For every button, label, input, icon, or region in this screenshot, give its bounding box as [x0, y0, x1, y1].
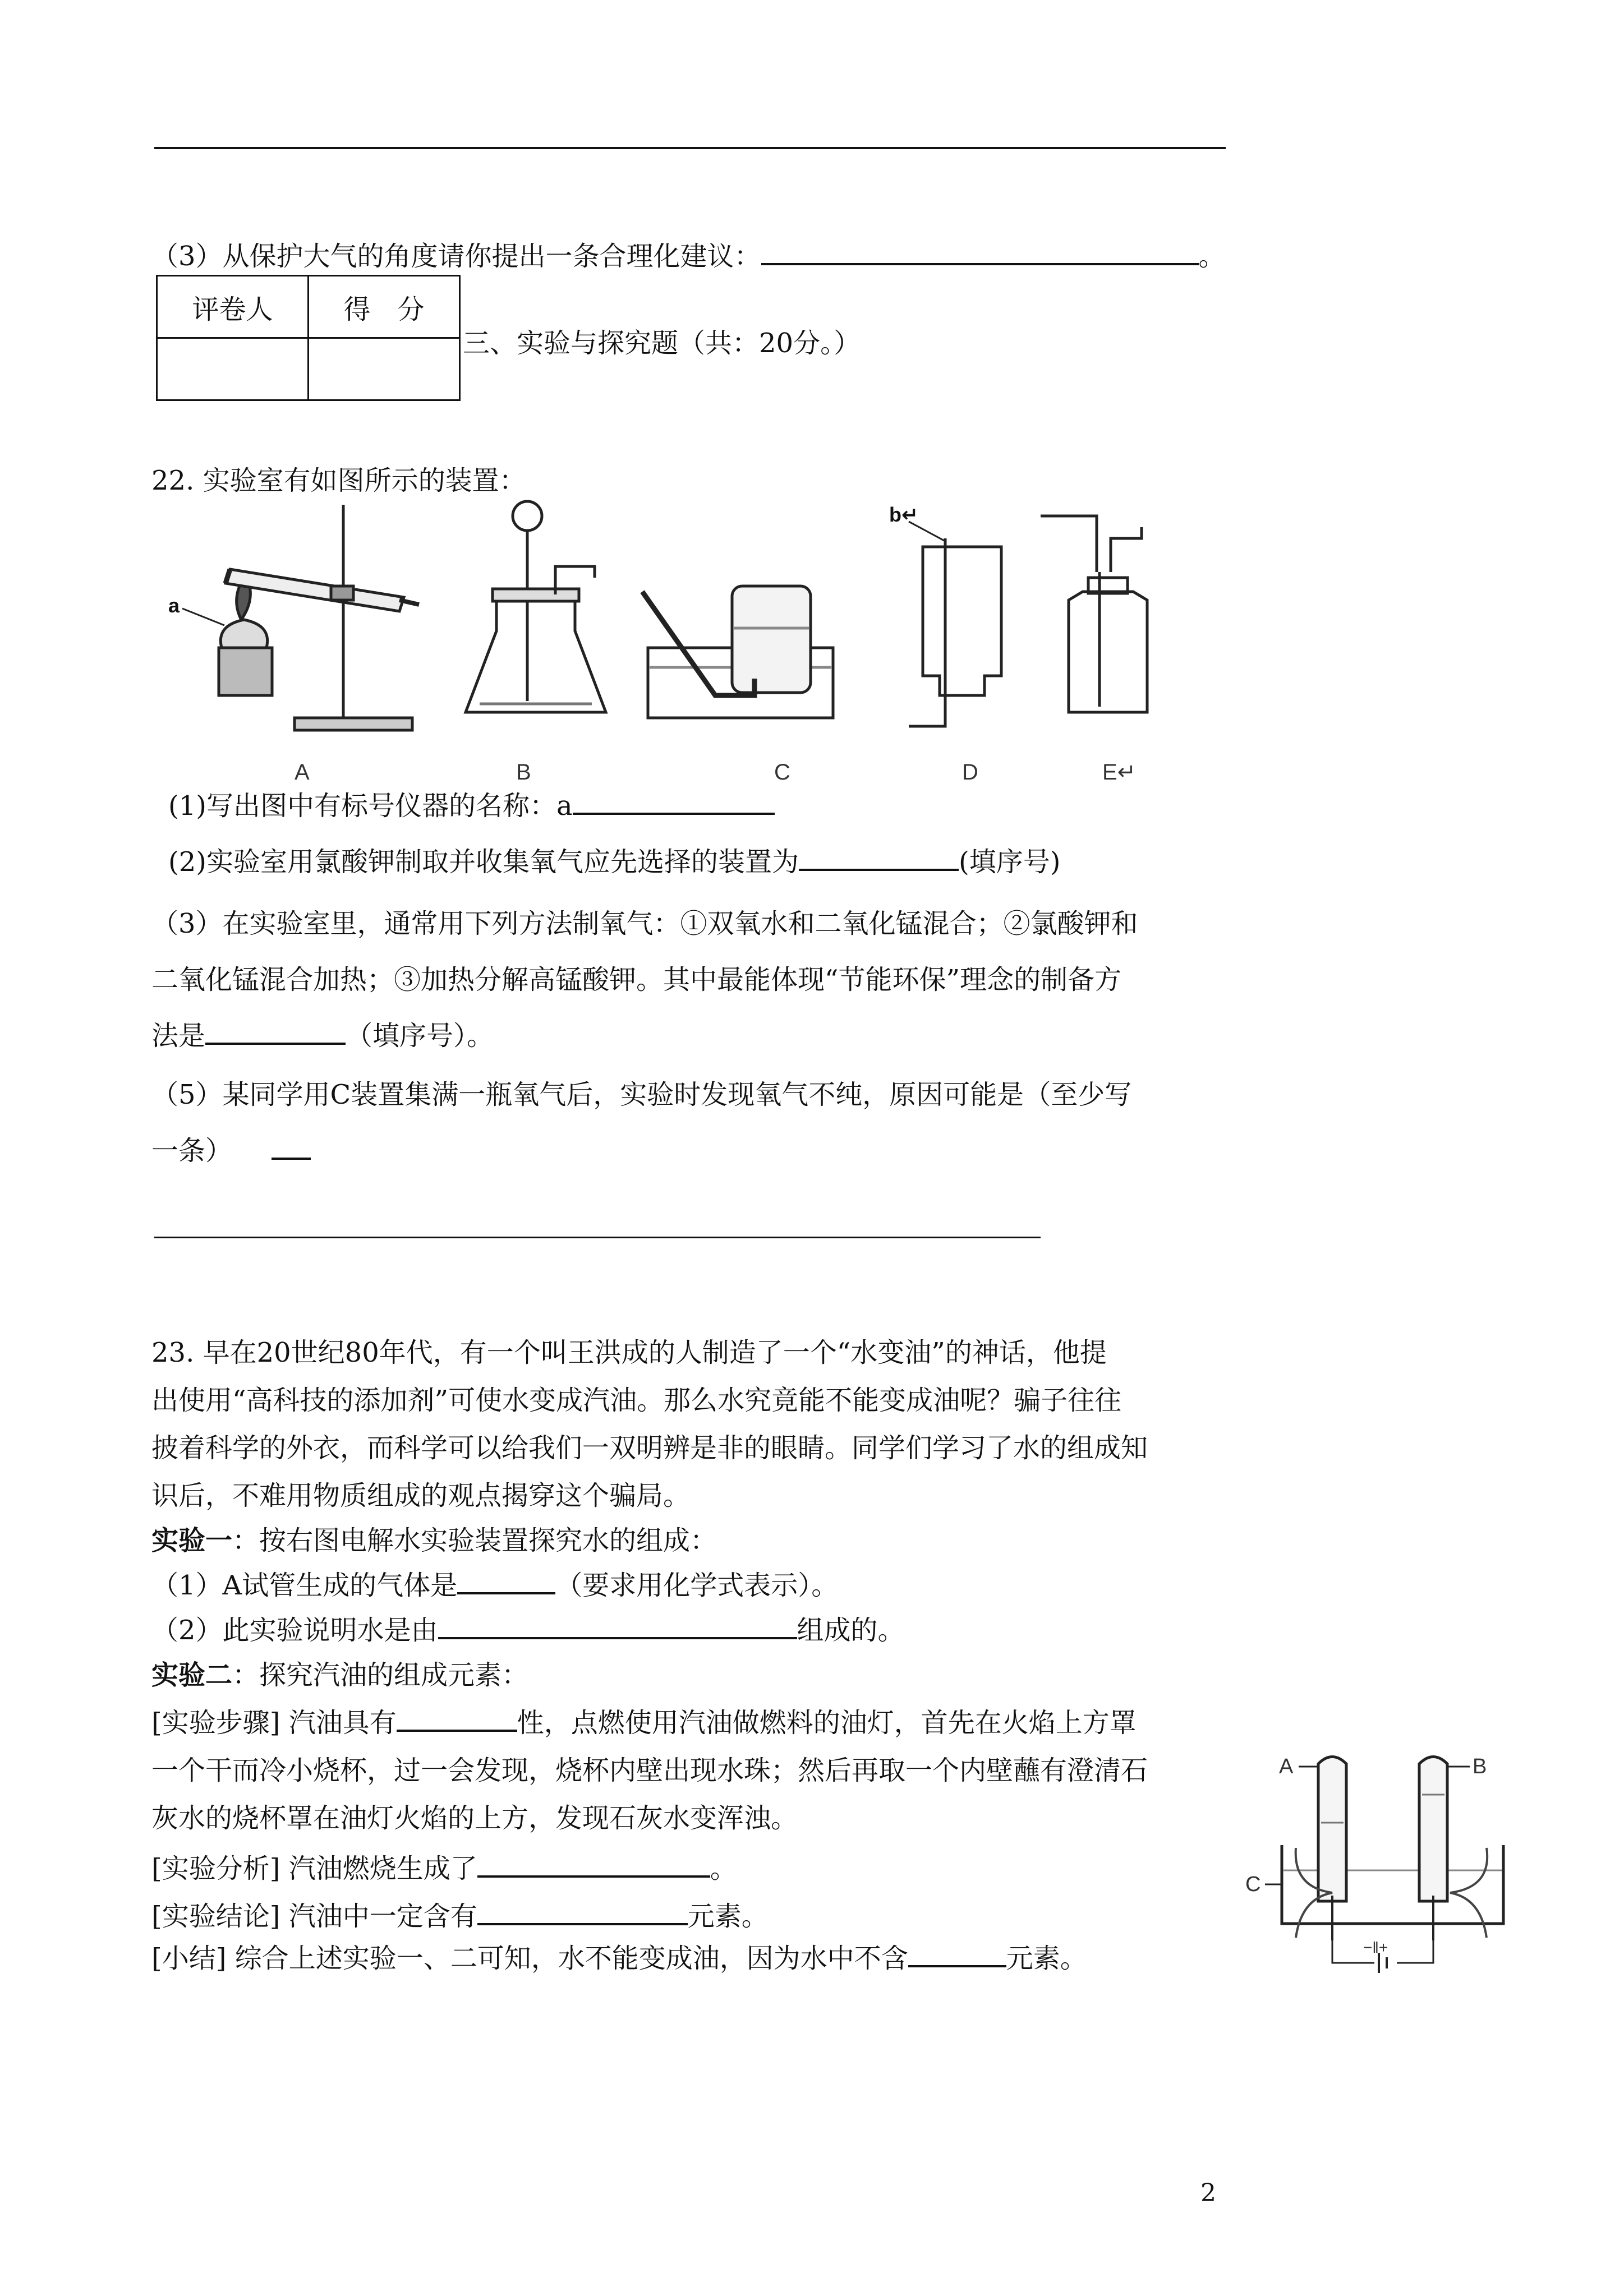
q22-item1-blank[interactable]	[573, 788, 775, 815]
q23-exp1-title: 实验一	[151, 1525, 233, 1556]
q23-analysis	[151, 1851, 737, 1887]
q23-exp1	[151, 1523, 717, 1559]
q22-item2-after: (填序号)	[959, 846, 1061, 878]
q23-stem-line3: 披着科学的外衣，而科学可以给我们一双明辨是非的眼睛。同学们学习了水的组成知	[151, 1432, 1148, 1464]
grader-cell[interactable]	[157, 338, 309, 400]
q23-analysis-before: [实验分析] 汽油燃烧生成了	[151, 1853, 477, 1884]
q23-exp2	[151, 1657, 528, 1693]
apparatus-figure	[168, 494, 1234, 796]
q23-conclusion-before: [实验结论] 汽油中一定含有	[151, 1901, 477, 1932]
score-cell[interactable]	[309, 338, 460, 400]
q23-exp1-text: ：按右图电解水实验装置探究水的组成：	[232, 1525, 717, 1556]
q23-summary-blank[interactable]	[908, 1940, 1006, 1967]
q22-item1	[168, 788, 775, 824]
q23-analysis-blank[interactable]	[477, 1851, 710, 1878]
q22-item2-before: (2)实验室用氯酸钾制取并收集氧气应先选择的装置为	[168, 846, 799, 878]
q22-item3-line3-before: 法是	[151, 1020, 206, 1052]
q23-steps-before: [实验步骤] 汽油具有	[151, 1707, 397, 1739]
q22-item5-blank-short[interactable]	[272, 1133, 311, 1160]
q21-item3	[151, 238, 1226, 274]
electrolysis-label-a: A	[1279, 1755, 1294, 1778]
q23-exp1-item1-before: （1）A试管生成的气体是	[151, 1570, 458, 1601]
q22-item5-line2-text: 一条）	[151, 1135, 233, 1167]
q23-summary-before: [小结] 综合上述实验一、二可知，水不能变成油，因为水中不含	[151, 1943, 908, 1974]
apparatus-c	[642, 586, 833, 718]
q22-item3-line3	[151, 1018, 494, 1054]
score-table	[156, 275, 461, 401]
q22-item2-blank[interactable]	[799, 844, 959, 871]
q23-steps-line1	[151, 1705, 1137, 1741]
q23-exp1-item1	[151, 1567, 838, 1603]
electrolysis-label-c: C	[1245, 1873, 1261, 1896]
q23-exp1-item2-after: 组成的。	[797, 1615, 905, 1646]
q23-exp1-item1-blank[interactable]	[457, 1567, 555, 1594]
battery-label: −‖+	[1363, 1939, 1388, 1956]
label-a: A	[295, 760, 310, 785]
q23-conclusion-blank[interactable]	[477, 1898, 688, 1925]
q23-exp1-item2-before: （2）此实验说明水是由	[151, 1615, 438, 1646]
q23-conclusion	[151, 1898, 769, 1934]
q23-exp2-text: ：探究汽油的组成元素：	[232, 1659, 529, 1691]
q22-item3-line2: 二氧化锰混合加热；③加热分解高锰酸钾。其中最能体现“节能环保”理念的制备方	[151, 964, 1122, 995]
q23-exp2-title: 实验二	[151, 1659, 233, 1691]
electrolysis-figure	[1234, 1733, 1548, 1980]
label-d: D	[962, 760, 978, 785]
q21-item3-end: 。	[1198, 241, 1226, 272]
q23-steps-after: 性，点燃使用汽油做燃料的油灯，首先在火焰上方罩	[517, 1707, 1137, 1739]
q22-item3-blank[interactable]	[205, 1018, 346, 1045]
q21-item3-blank[interactable]	[761, 238, 1199, 265]
q23-steps-blank[interactable]	[397, 1705, 517, 1732]
apparatus-a	[168, 494, 419, 730]
q22-item5-answer-line[interactable]	[154, 1237, 1041, 1238]
q23-summary	[151, 1940, 1087, 1976]
q23-steps-line3: 灰水的烧杯罩在油灯火焰的上方，发现石灰水变浑浊。	[151, 1802, 798, 1834]
q22-item1-text: (1)写出图中有标号仪器的名称：a	[168, 790, 573, 822]
q23-exp1-item2-blank[interactable]	[438, 1612, 797, 1639]
label-marker-b: b↵	[889, 503, 919, 526]
apparatus-e	[1041, 516, 1147, 712]
electrolysis-label-b: B	[1473, 1755, 1487, 1778]
q23-analysis-after: 。	[710, 1853, 737, 1884]
q22-item3-line1: （3）在实验室里，通常用下列方法制氧气：①双氧水和二氧化锰混合；②氯酸钾和	[151, 908, 1138, 939]
q23-stem-line2: 出使用“高科技的添加剂”可使水变成汽油。那么水究竟能不能变成油呢？骗子往往	[151, 1385, 1122, 1416]
label-b: B	[516, 760, 531, 785]
q23-exp1-item2	[151, 1612, 905, 1648]
label-c: C	[774, 760, 790, 785]
score-label: 得 分	[309, 276, 460, 338]
label-e: E↵	[1102, 760, 1137, 785]
apparatus-d	[909, 522, 1001, 726]
q23-exp1-item1-after: （要求用化学式表示）。	[555, 1570, 839, 1601]
q22-item5-line1: （5）某同学用C装置集满一瓶氧气后，实验时发现氧气不纯，原因可能是（至少写	[151, 1079, 1132, 1110]
q22-item5-line2	[151, 1133, 311, 1169]
label-marker-a: a	[168, 594, 180, 617]
q23-summary-after: 元素。	[1006, 1943, 1087, 1974]
answer-line-top	[154, 147, 1226, 149]
q23-steps-line2: 一个干而冷小烧杯，过一会发现，烧杯内壁出现水珠；然后再取一个内壁蘸有澄清石	[151, 1755, 1148, 1786]
q23-stem-line1: 23. 早在20世纪80年代，有一个叫王洪成的人制造了一个“水变油”的神话，他提	[151, 1337, 1107, 1368]
q22-item2	[168, 844, 1060, 880]
apparatus-b	[466, 501, 606, 712]
q22-item3-line3-after: （填序号）。	[346, 1020, 494, 1052]
q22-stem: 22. 实验室有如图所示的装置：	[151, 465, 526, 496]
q23-conclusion-after: 元素。	[687, 1901, 769, 1932]
page-number: 2	[1200, 2179, 1216, 2207]
grader-label: 评卷人	[157, 276, 309, 338]
q21-item3-text: （3）从保护大气的角度请你提出一条合理化建议：	[151, 241, 761, 272]
section3-title: 三、实验与探究题（共：20分。）	[463, 328, 861, 359]
q23-stem-line4: 识后，不难用物质组成的观点揭穿这个骗局。	[151, 1480, 691, 1511]
